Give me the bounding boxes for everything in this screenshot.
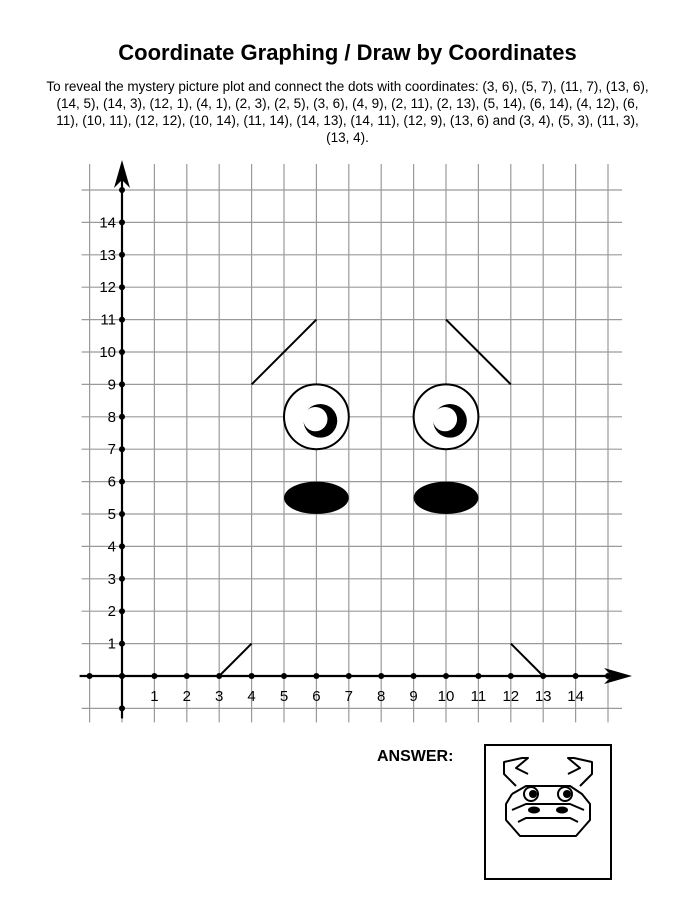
nostril: [414, 482, 479, 514]
x-tick-label: 10: [437, 688, 455, 705]
x-axis-dot: [475, 673, 481, 679]
y-tick-label: 9: [107, 376, 116, 394]
x-tick-label: 12: [502, 688, 520, 705]
x-axis-dot: [378, 673, 384, 679]
x-tick-label: 1: [150, 688, 159, 705]
y-axis-dot: [119, 511, 125, 517]
eye-highlight: [433, 407, 457, 431]
y-tick-label: 4: [107, 538, 116, 556]
x-axis-dot: [216, 673, 222, 679]
page-title: Coordinate Graphing / Draw by Coordinates: [118, 40, 577, 65]
y-axis-dot: [119, 381, 125, 387]
x-tick-label: 9: [409, 688, 418, 705]
y-tick-label: 10: [99, 344, 116, 361]
y-tick-label: 8: [107, 408, 116, 426]
x-tick-label: 14: [567, 688, 584, 705]
eye-highlight: [303, 407, 327, 431]
y-tick-label: 6: [107, 473, 116, 491]
answer-left-nostril: [528, 807, 540, 814]
y-tick-label: 5: [107, 506, 116, 523]
y-tick-label: 2: [107, 603, 116, 621]
drawn-line: [511, 644, 543, 676]
y-tick-label: 3: [107, 570, 116, 588]
answer-label: ANSWER:: [377, 748, 454, 765]
x-tick-label: 7: [344, 688, 353, 705]
x-axis-dot: [281, 673, 287, 679]
y-axis-dot: [119, 349, 125, 355]
y-tick-label: 14: [99, 214, 116, 232]
x-tick-label: 2: [182, 688, 191, 705]
answer-bull-picture: [486, 746, 610, 878]
answer-left-horn: [504, 758, 528, 786]
y-axis-dot: [119, 284, 125, 290]
answer-box: [484, 744, 612, 880]
y-axis-dot: [119, 705, 125, 711]
x-axis-dot: [540, 673, 546, 679]
x-tick-label: 5: [279, 688, 289, 705]
y-axis-dot: [119, 252, 125, 258]
y-tick-label: 13: [99, 246, 116, 264]
x-axis-dot: [573, 673, 579, 679]
x-axis-dot: [443, 673, 449, 679]
axes: [80, 160, 632, 718]
gridlines: [82, 164, 622, 722]
y-axis-dot: [119, 543, 125, 549]
x-tick-label: 11: [470, 688, 487, 705]
nostril: [284, 482, 349, 514]
answer-left-pupil: [529, 790, 537, 798]
y-axis-dot: [119, 576, 125, 582]
y-axis-dot: [119, 317, 125, 323]
x-axis-dot: [151, 673, 157, 679]
y-tick-label: 1: [107, 635, 116, 653]
x-axis-dot: [249, 673, 255, 679]
y-axis-dot: [119, 414, 125, 420]
x-axis-dot: [346, 673, 352, 679]
answer-head-outline: [506, 786, 590, 836]
x-axis-dot: [87, 673, 93, 679]
y-axis-dot: [119, 446, 125, 452]
x-axis-dot: [184, 673, 190, 679]
y-tick-label: 7: [107, 441, 116, 459]
answer-right-horn: [568, 758, 592, 786]
x-tick-label: 8: [377, 688, 386, 705]
y-tick-label: 12: [99, 279, 116, 297]
answer-mouth: [518, 818, 578, 822]
answer-right-pupil: [563, 790, 571, 798]
x-axis-dot: [411, 673, 417, 679]
y-axis-dot: [119, 673, 125, 679]
answer-muzzle: [512, 804, 584, 810]
x-tick-label: 3: [215, 688, 224, 705]
x-tick-label: 13: [534, 688, 552, 705]
x-axis-dot: [508, 673, 514, 679]
y-tick-label: 11: [100, 311, 116, 329]
answer-right-nostril: [556, 807, 568, 814]
y-axis-dot: [119, 641, 125, 647]
x-tick-label: 6: [312, 688, 321, 705]
y-axis-dot: [119, 219, 125, 225]
y-axis-dot: [119, 479, 125, 485]
x-axis-dot: [605, 673, 611, 679]
x-axis-dot: [313, 673, 319, 679]
y-axis-dot: [119, 608, 125, 614]
instructions-text: To reveal the mystery picture plot and connect the dots with coordinates: (3, 6), (5, 7), (11, 7), (13, 6), (14, 5), (14, 3), (12, 1), (4, 1), (2, 3), (2, 5), (3, 6), (4, 9), (2, 11), (2, 13), (5, 14), (6, 14), (4, 12), (6, 11), (10, 11), (12, 12), (10, 14), (11, 14), (14, 13), (14, 11), (12, 9), (13, 6) and (3, 4), (5, 3), (11, 3), (13, 4).: [46, 79, 649, 145]
y-axis-dot: [119, 187, 125, 193]
x-tick-label: 4: [247, 688, 256, 705]
drawn-line: [219, 644, 251, 676]
